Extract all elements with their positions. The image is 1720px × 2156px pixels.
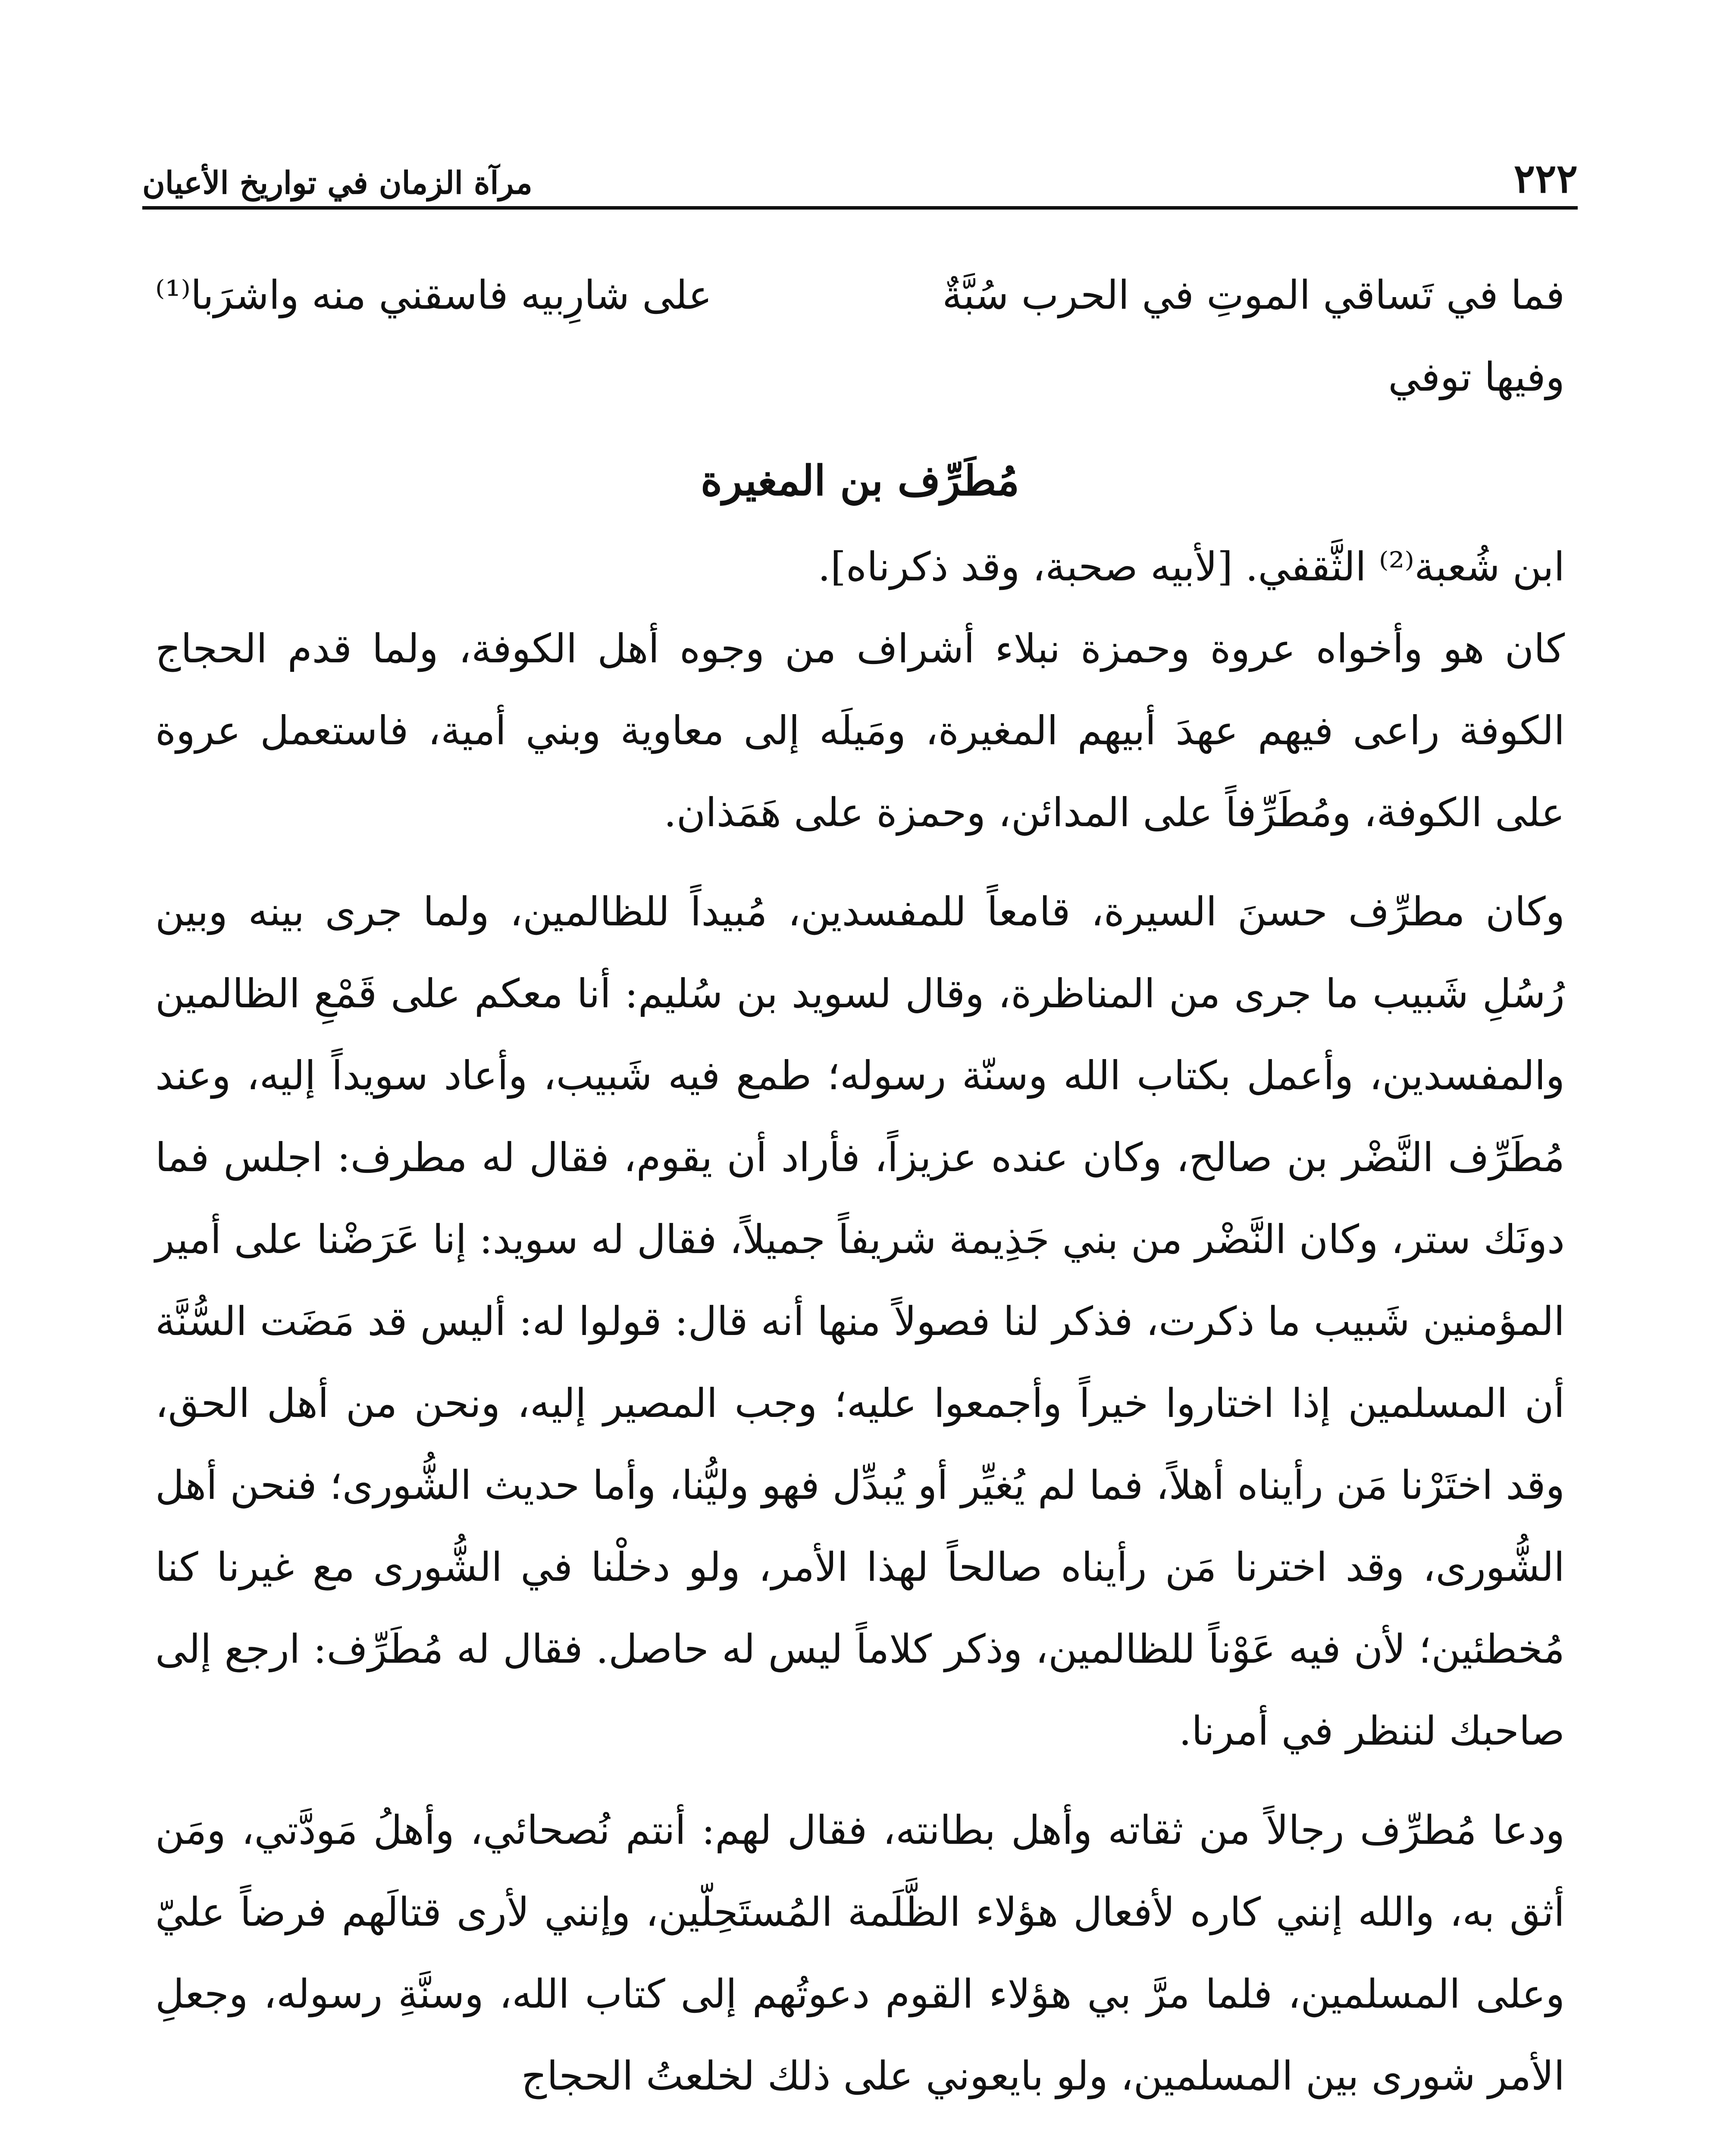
paragraph-1: كان هو وأخواه عروة وحمزة نبلاء أشراف من وجوه أهل الكوفة، ولما قدم الحجاج الكوفة راعى فيهم عهدَ أبيهم المغيرة، ومَيلَه إلى معاوية وبني أمية، فاستعمل عروة على الكوفة، ومُطَرِّفاً على المدائن، وحمزة على هَمَذان. <box>155 626 1565 836</box>
verse-tail: وفيها توفي <box>1388 354 1565 400</box>
page-header <box>142 129 1578 202</box>
body-text <box>155 254 1565 2117</box>
running-title: مرآة الزمان في تواريخ الأعيان <box>142 164 533 201</box>
page-number: ٢٢٢ <box>1513 155 1578 202</box>
paragraph-gap <box>155 1772 1565 1789</box>
paragraph-gap <box>155 854 1565 871</box>
verse-hemistich-first: فما في تَساقي الموتِ في الحرب سُبَّةٌ <box>942 272 1565 318</box>
lead-line: ابن شُعبة⁽²⁾ الثَّقفي. [لأبيه صحبة، وقد ذكرناه]. <box>818 544 1565 590</box>
verse-hemistich-second: على شارِبيه فاسقني منه واشرَبا⁽¹⁾ <box>155 272 712 318</box>
section-title: مُطَرِّف بن المغيرة <box>700 456 1020 505</box>
paragraph-2: وكان مطرِّف حسنَ السيرة، قامعاً للمفسدين، مُبيداً للظالمين، ولما جرى بينه وبين رُسُلِ شَبيب ما جرى من المناظرة، وقال لسويد بن سُليم: أنا معكم على قَمْعِ الظالمين والمفسدين، وأعمل بكتاب الله وسنّة رسوله؛ طمع فيه شَبيب، وأعاد سويداً إليه، وعند مُطَرِّف النَّضْر بن صالح، وكان عنده عزيزاً، فأراد أن يقوم، فقال له مطرف: اجلس فما دونَك ستر، وكان النَّضْر من بني جَذِيمة شريفاً جميلاً، فقال له سويد: إنا عَرَضْنا على أمير المؤمنين شَبيب ما ذكرت، فذكر لنا فصولاً منها أنه قال: قولوا له: أليس قد مَضَت السُّنَّة أن المسلمين إذا اختاروا خيراً وأجمعوا عليه؛ وجب المصير إليه، ونحن من أهل الحق، وقد اختَرْنا مَن رأيناه أهلاً، فما لم يُغيِّر أو يُبدِّل فهو وليُّنا، وأما حديث الشُّورى؛ فنحن أهل الشُّورى، وقد اخترنا مَن رأيناه صالحاً لهذا الأمر، ولو دخلْنا في الشُّورى مع غيرنا كنا مُخطئين؛ لأن فيه عَوْناً للظالمين، وذكر كلاماً ليس له حاصل. فقال له مُطَرِّف: ارجع إلى صاحبك لننظر في أمرنا. <box>155 889 1565 1754</box>
paragraph-3: ودعا مُطرِّف رجالاً من ثقاته وأهل بطانته، فقال لهم: أنتم نُصحائي، وأهلُ مَودَّتي، ومَن أثق به، والله إنني كاره لأفعال هؤلاء الظَّلَمة المُستَحِلّين، وإنني لأرى قتالَهم فرضاً عليّ وعلى المسلمين، فلما مرَّ بي هؤلاء القوم دعوتُهم إلى كتاب الله، وسنَّةِ رسوله، وجعلِ الأمر شورى بين المسلمين، ولو بايعوني على ذلك لخلعتُ الحجاج <box>155 1807 1565 2099</box>
header-rule <box>142 206 1578 210</box>
poem-verse <box>155 254 1565 336</box>
